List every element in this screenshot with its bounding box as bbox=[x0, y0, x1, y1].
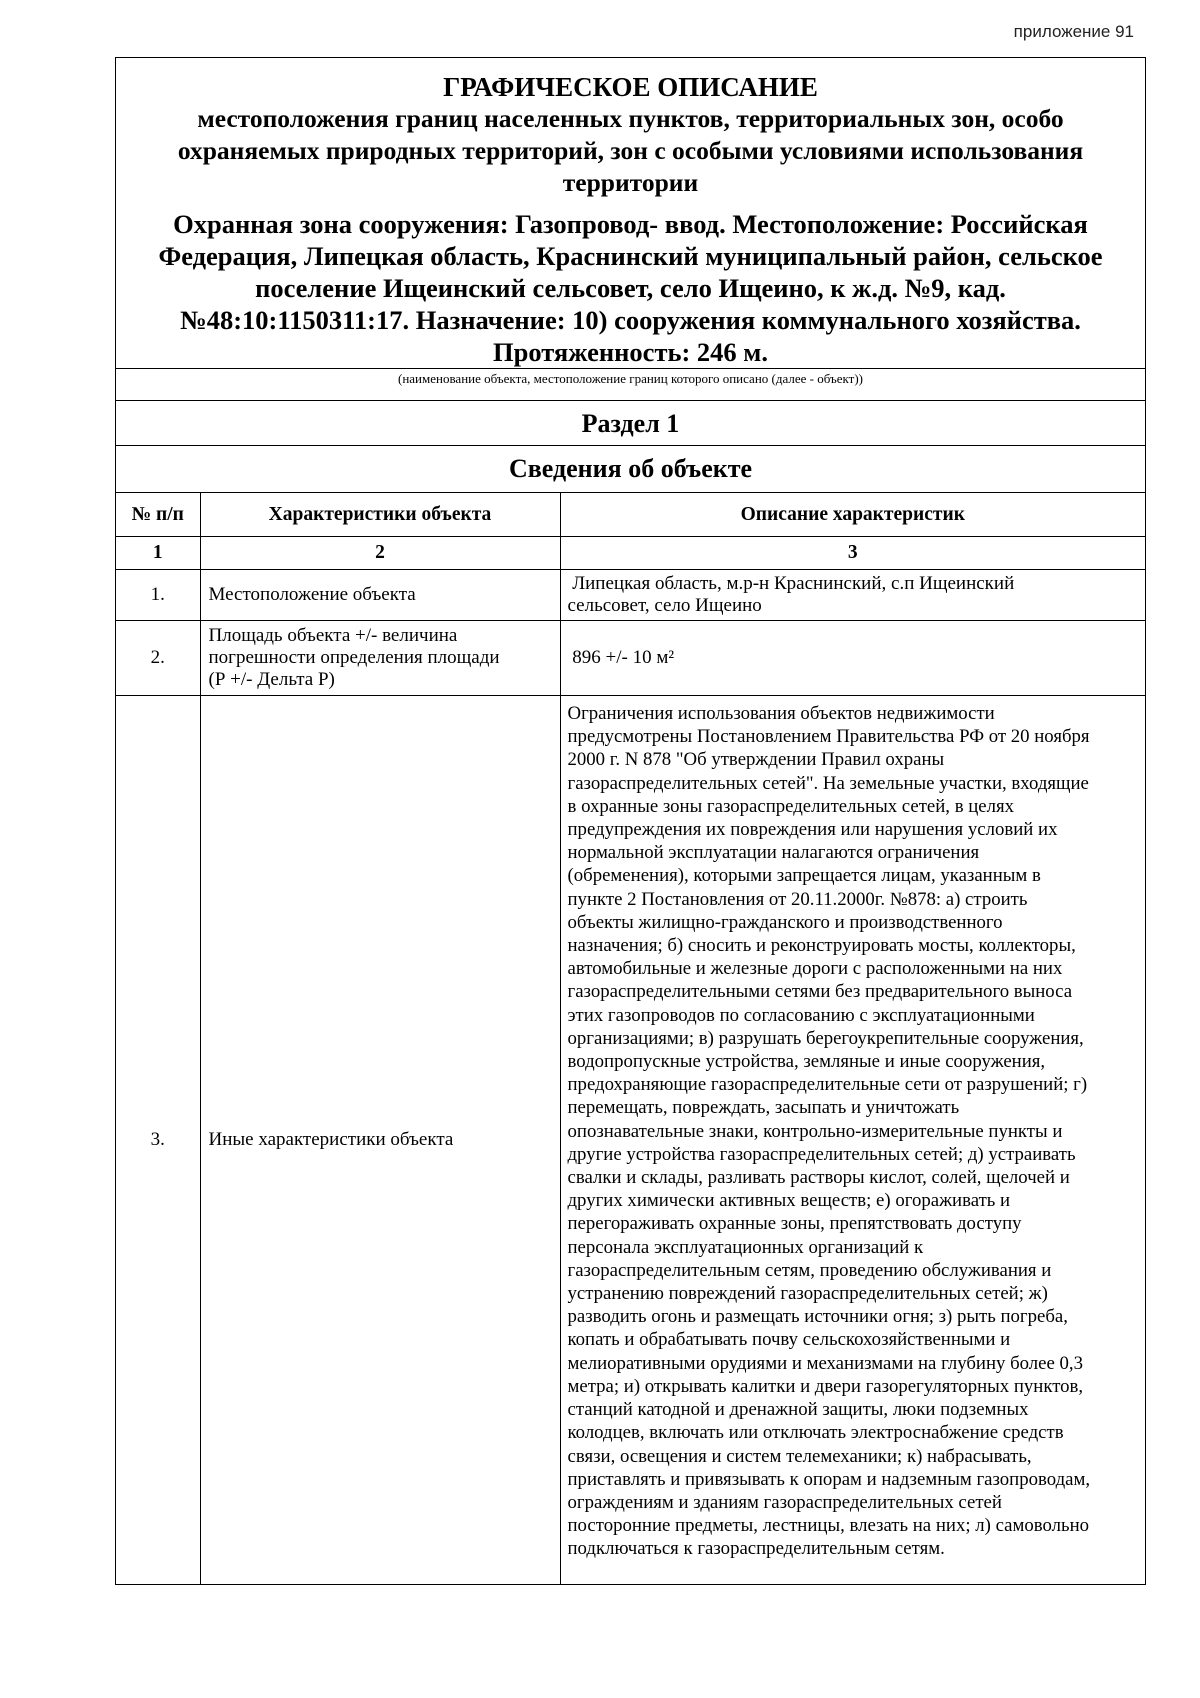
object-info-table bbox=[116, 492, 1145, 1584]
description-line: персонала эксплуатационных организаций к bbox=[567, 1236, 924, 1258]
table-row bbox=[116, 621, 1145, 696]
row-description bbox=[560, 570, 1145, 621]
table-header-row bbox=[116, 493, 1145, 537]
description-line: объекты жилищно-гражданского и производственного bbox=[567, 911, 1003, 933]
row-characteristic bbox=[200, 696, 560, 1584]
description-line: посторонние предметы, лестницы, влезать на них; л) самовольно bbox=[567, 1515, 1090, 1537]
object-name-line: Протяженность: 246 м. bbox=[493, 337, 768, 367]
description-line: копать и обрабатывать почву сельскохозяйственными и bbox=[567, 1329, 1011, 1351]
row-description bbox=[560, 621, 1145, 696]
description-line: водопропускные устройства, земляные и иные сооружения, bbox=[567, 1051, 1046, 1073]
description-line: нормальной эксплуатации налагаются ограничения bbox=[567, 842, 980, 864]
column-header-number: № п/п bbox=[116, 493, 200, 537]
object-caption: (наименование объекта, местоположение границ которого описано (далее - объект)) bbox=[116, 369, 1145, 401]
table-row bbox=[116, 696, 1145, 1584]
column-number: 3 bbox=[560, 537, 1145, 570]
description-line: разводить огонь и размещать источники огня; з) рыть погреба, bbox=[567, 1306, 1068, 1328]
description-line: предусмотрены Постановлением Правительства РФ от 20 ноября bbox=[567, 726, 1090, 748]
description-line: в охранные зоны газораспределительных сетей, в целях bbox=[567, 795, 1015, 817]
row-description bbox=[560, 696, 1145, 1584]
column-header-characteristic: Характеристики объекта bbox=[200, 493, 560, 537]
column-header-description: Описание характеристик bbox=[560, 493, 1145, 537]
description-line: Ограничения использования объектов недвижимости bbox=[567, 703, 995, 724]
description-line: (обременения), которыми запрещается лицам, указанным в bbox=[567, 865, 1041, 887]
description-line: организациями; в) разрушать берегоукрепительные сооружения, bbox=[567, 1027, 1084, 1049]
column-number: 1 bbox=[116, 537, 200, 570]
row-index: 3. bbox=[116, 696, 200, 1584]
subtitle-line: местоположения границ населенных пунктов, территориальных зон, особо bbox=[197, 104, 1064, 133]
characteristic-line: (Р +/- Дельта Р) bbox=[208, 669, 335, 690]
description-line: свалки и склады, разливать растворы кислот, солей, щелочей и bbox=[567, 1167, 1070, 1189]
description-line: 896 +/- 10 м² bbox=[567, 647, 675, 668]
description-line: предохраняющие газораспределительные сети от разрушений; г) bbox=[567, 1074, 1088, 1096]
characteristic-line: Площадь объекта +/- величина bbox=[208, 625, 458, 646]
column-number: 2 bbox=[200, 537, 560, 570]
description-line: связи, освещения и систем телемеханики; к) набрасывать, bbox=[567, 1445, 1032, 1467]
description-line: ограждениям и зданиям газораспределительных сетей bbox=[567, 1491, 1002, 1513]
description-line: предупреждения их повреждения или нарушения условий их bbox=[567, 819, 1058, 841]
description-line: пункте 2 Постановления от 20.11.2000г. №878: а) строить bbox=[567, 888, 1028, 910]
object-name-line: Федерация, Липецкая область, Краснинский муниципальный район, сельское bbox=[158, 241, 1103, 271]
description-line: газораспределительным сетям, проведению обслуживания и bbox=[567, 1259, 1052, 1281]
description-line: перемещать, повреждать, засыпать и уничтожать bbox=[567, 1097, 960, 1119]
table-row bbox=[116, 570, 1145, 621]
description-line: мелиоративными орудиями и механизмами на глубину более 0,3 bbox=[567, 1352, 1084, 1374]
description-line: перегораживать охранные зоны, препятствовать доступу bbox=[567, 1213, 1022, 1235]
description-line: приставлять и привязывать к опорам и надземным газопроводам, bbox=[567, 1468, 1091, 1490]
description-line: других химически активных веществ; е) огораживать и bbox=[567, 1190, 1011, 1212]
row-characteristic bbox=[200, 570, 560, 621]
description-line: этих газопроводов по согласованию с эксплуатационными bbox=[567, 1004, 1035, 1026]
description-line: устранению повреждений газораспределительных сетей; ж) bbox=[567, 1283, 1048, 1305]
object-name-line: поселение Ищеинский сельсовет, село Ищеино, к ж.д. №9, кад. bbox=[255, 273, 1006, 303]
description-line: сельсовет, село Ищеино bbox=[567, 595, 762, 616]
subtitle-line: территории bbox=[562, 168, 699, 197]
description-line: другие устройства газораспределительных сетей; д) устраивать bbox=[567, 1143, 1076, 1165]
column-number-row bbox=[116, 537, 1145, 570]
description-line: назначения; б) сносить и реконструировать мосты, коллекторы, bbox=[567, 935, 1076, 957]
document-title: ГРАФИЧЕСКОЕ ОПИСАНИЕ bbox=[443, 72, 818, 102]
description-line: 2000 г. N 878 "Об утверждении Правил охраны bbox=[567, 749, 945, 771]
description-line: газораспределительных сетей". На земельные участки, входящие bbox=[567, 772, 1089, 794]
description-line: станций катодной и дренажной защиты, люки подземных bbox=[567, 1399, 1029, 1421]
description-line: опознавательные знаки, контрольно-измерительные пункты и bbox=[567, 1120, 1063, 1142]
characteristic-line: Местоположение объекта bbox=[208, 584, 416, 605]
document-header bbox=[116, 58, 1145, 369]
object-name bbox=[116, 208, 1145, 368]
description-line: подключаться к газораспределительным сетям. bbox=[567, 1538, 945, 1560]
appendix-label: приложение 91 bbox=[1013, 22, 1134, 41]
object-name-line: Охранная зона сооружения: Газопровод- ввод. Местоположение: Российская bbox=[173, 209, 1088, 239]
characteristic-line: погрешности определения площади bbox=[208, 647, 500, 668]
description-line: Липецкая область, м.р-н Краснинский, с.п Ищеинский bbox=[567, 573, 1015, 594]
row-index: 2. bbox=[116, 621, 200, 696]
subtitle-line: охраняемых природных территорий, зон с особыми условиями использования bbox=[177, 136, 1084, 165]
document-frame bbox=[115, 57, 1146, 1585]
description-line: колодцев, включать или отключать электроснабжение средств bbox=[567, 1422, 1064, 1444]
characteristic-line: Иные характеристики объекта bbox=[208, 1128, 454, 1150]
section-title: Раздел 1 bbox=[116, 401, 1145, 446]
row-index: 1. bbox=[116, 570, 200, 621]
section-subtitle: Сведения об объекте bbox=[508, 454, 753, 483]
description-line: автомобильные и железные дороги с расположенными на них bbox=[567, 958, 1063, 980]
document-subtitle bbox=[116, 103, 1145, 199]
description-line: газораспределительными сетями без предварительного выноса bbox=[567, 981, 1073, 1003]
object-name-line: №48:10:1150311:17. Назначение: 10) сооружения коммунального хозяйства. bbox=[180, 305, 1081, 335]
row-characteristic bbox=[200, 621, 560, 696]
description-line: метра; и) открывать калитки и двери газорегуляторных пунктов, bbox=[567, 1375, 1084, 1397]
